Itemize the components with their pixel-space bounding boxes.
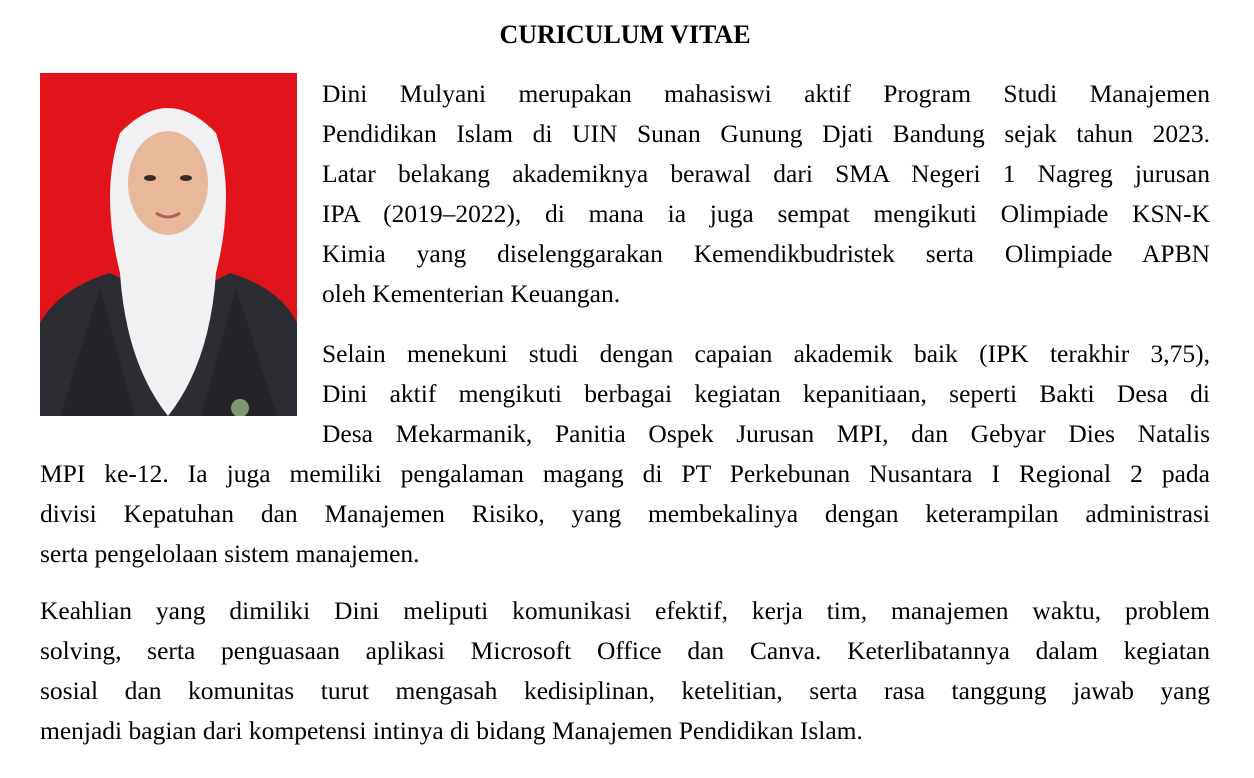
paragraph-2-line: Desa Mekarmanik, Panitia Ospek Jurusan MPI, dan Gebyar Dies Natalis: [322, 419, 1210, 448]
paragraph-2-line: Dini aktif mengikuti berbagai kegiatan kepanitiaan, seperti Bakti Desa di: [322, 379, 1210, 408]
profile-photo: [40, 73, 297, 416]
paragraph-3-line: sosial dan komunitas turut mengasah kedisiplinan, ketelitian, serta rasa tanggung jawab yang: [40, 676, 1210, 705]
paragraph-1-line: IPA (2019–2022), di mana ia juga sempat mengikuti Olimpiade KSN-K: [322, 199, 1210, 228]
paragraph-2-line: serta pengelolaan sistem manajemen.: [40, 539, 420, 568]
paragraph-1-line: oleh Kementerian Keuangan.: [322, 279, 621, 308]
paragraph-1-line: Kimia yang diselenggarakan Kemendikbudristek serta Olimpiade APBN: [322, 239, 1210, 268]
paragraph-1-line: Pendidikan Islam di UIN Sunan Gunung Djati Bandung sejak tahun 2023.: [322, 119, 1210, 148]
paragraph-1-line: Dini Mulyani merupakan mahasiswi aktif Program Studi Manajemen: [322, 79, 1210, 108]
paragraph-2-line: MPI ke-12. Ia juga memiliki pengalaman magang di PT Perkebunan Nusantara I Regional 2 pada: [40, 459, 1210, 488]
paragraph-3-line: menjadi bagian dari kompetensi intinya di bidang Manajemen Pendidikan Islam.: [40, 716, 863, 745]
page-title: CURICULUM VITAE: [499, 20, 751, 49]
paragraph-3-line: Keahlian yang dimiliki Dini meliputi komunikasi efektif, kerja tim, manajemen waktu, problem: [40, 596, 1210, 625]
paragraph-2-line: divisi Kepatuhan dan Manajemen Risiko, yang membekalinya dengan keterampilan administrasi: [40, 499, 1210, 528]
paragraph-3-line: solving, serta penguasaan aplikasi Microsoft Office dan Canva. Keterlibatannya dalam kegiatan: [40, 636, 1210, 665]
paragraph-2-line: Selain menekuni studi dengan capaian akademik baik (IPK terakhir 3,75),: [322, 339, 1210, 368]
paragraph-1-line: Latar belakang akademiknya berawal dari SMA Negeri 1 Nagreg jurusan: [322, 159, 1210, 188]
